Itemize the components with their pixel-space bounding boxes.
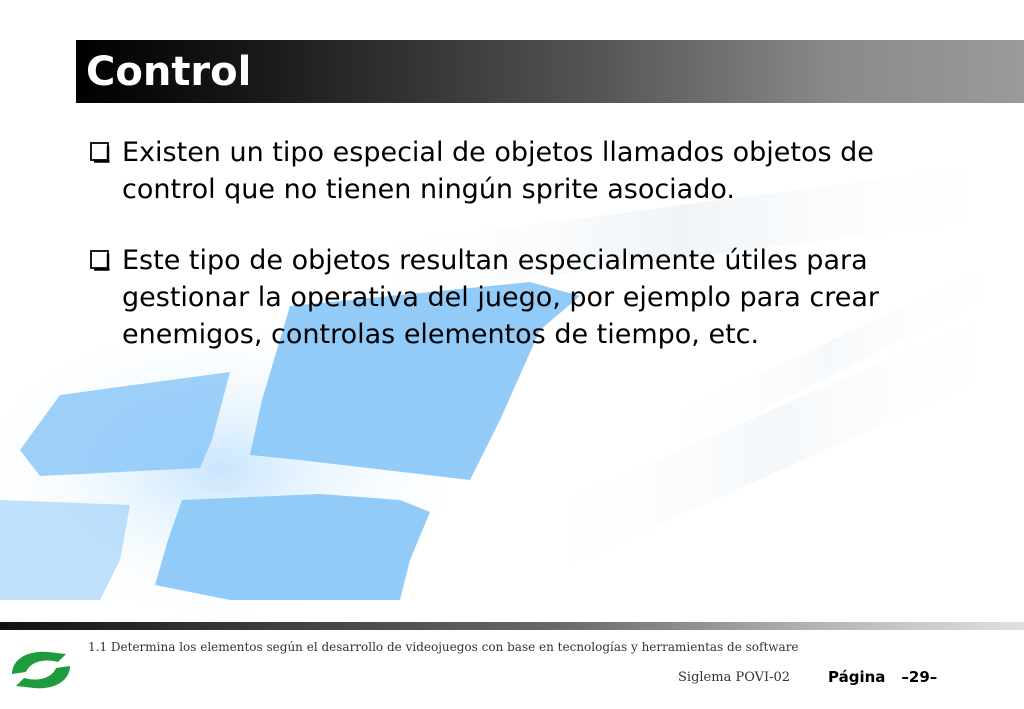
page-number: –29– <box>901 668 938 686</box>
bullet-text: Existen un tipo especial de objetos llamados objetos de control que no tienen ningún sprite asociado. <box>122 137 874 205</box>
footer-divider <box>0 622 1024 630</box>
footer-caption: 1.1 Determina los elementos según el desarrollo de videojuegos con base en tecnologías y herramientas de software <box>88 640 799 654</box>
slide-title: Control <box>86 49 252 95</box>
page-indicator <box>828 668 937 686</box>
checkbox-square-icon <box>90 142 111 163</box>
bullet-text: Este tipo de objetos resultan especialmente útiles para gestionar la operativa del juego, por ejemplo para crear enemigos, controlas elementos de tiempo, etc. <box>122 245 880 350</box>
bullet-item <box>86 134 946 208</box>
bullet-list <box>86 134 946 387</box>
page-label: Página <box>828 668 886 686</box>
title-bar <box>76 40 1024 103</box>
checkbox-square-icon <box>90 250 111 271</box>
bullet-item <box>86 242 946 353</box>
institution-logo <box>8 648 74 692</box>
document-code: Siglema POVI-02 <box>678 670 791 685</box>
